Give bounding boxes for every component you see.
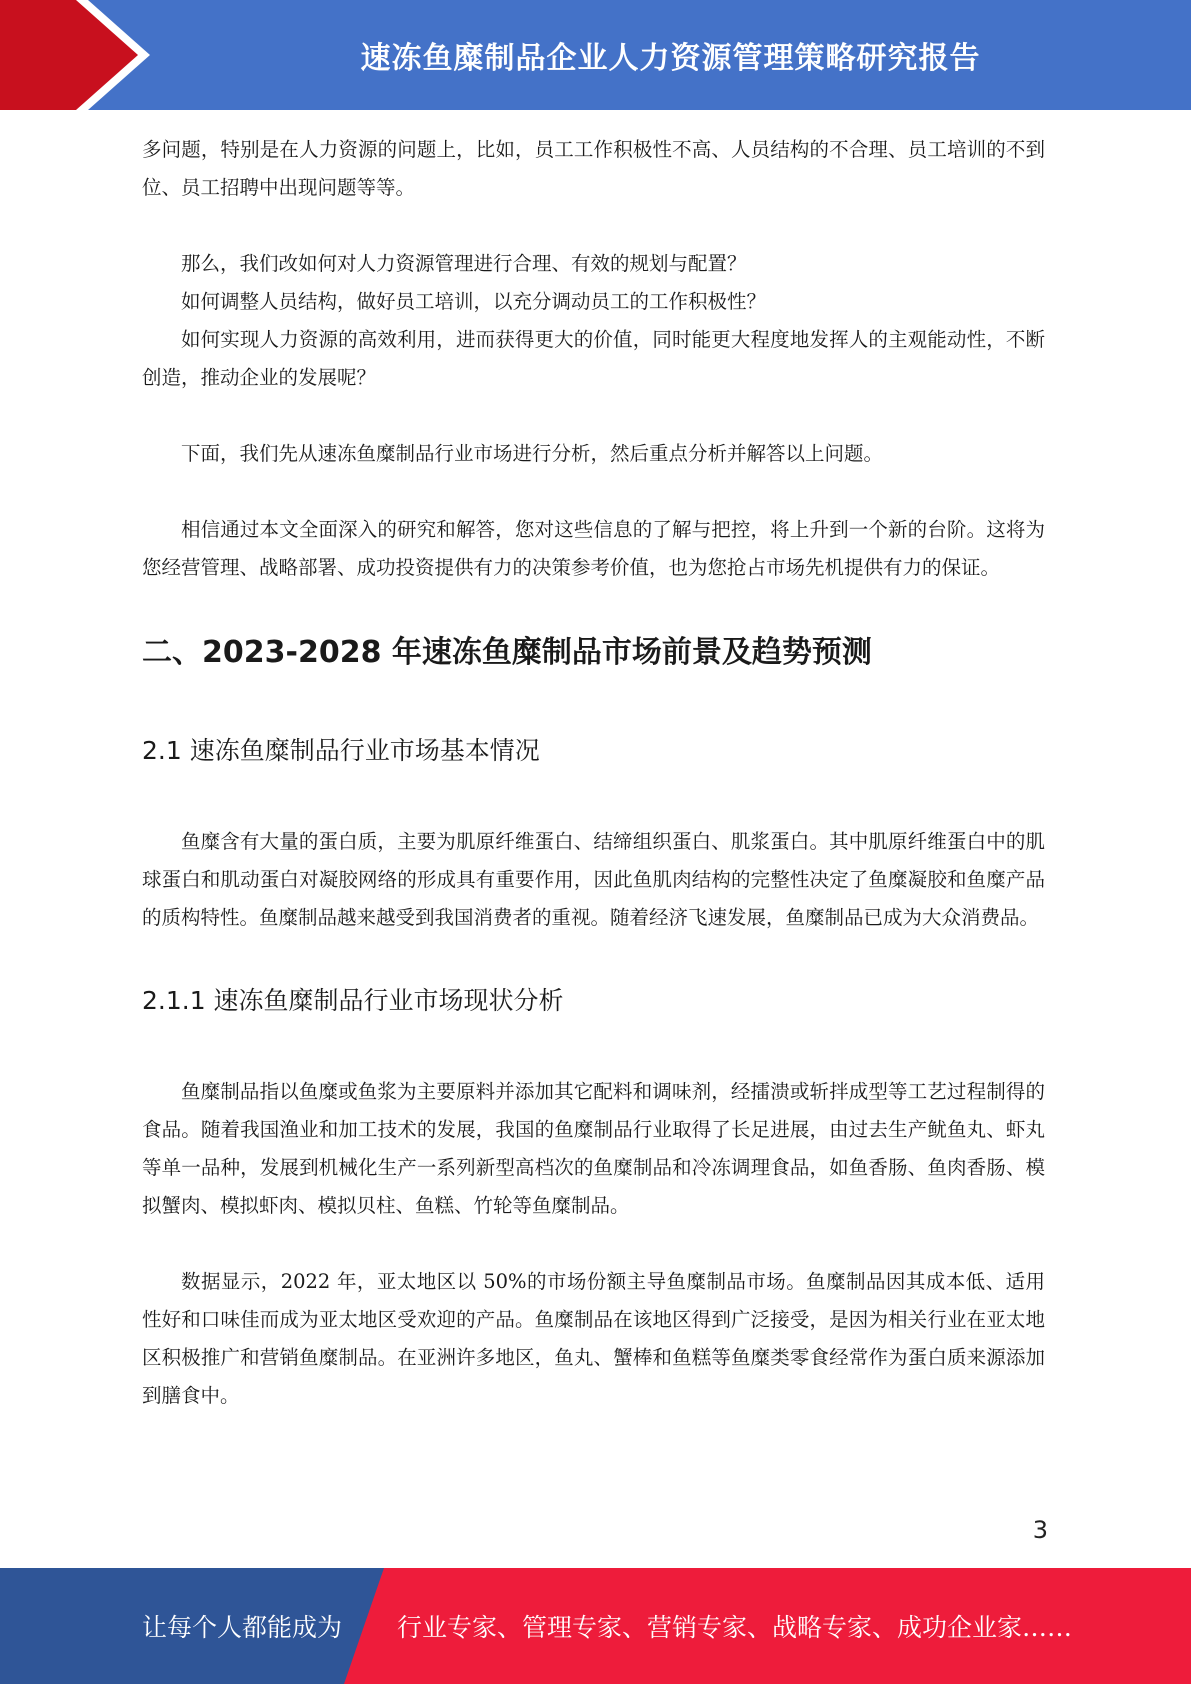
page-header <box>0 0 1191 110</box>
page-number: 3 <box>1032 1516 1048 1544</box>
footer-slogan-right: 行业专家、管理专家、营销专家、战略专家、成功企业家…… <box>397 1613 1073 1642</box>
paragraph-intro-analysis: 下面，我们先从速冻鱼糜制品行业市场进行分析，然后重点分析并解答以上问题。 <box>181 442 884 465</box>
subsection-heading-2-1: 2.1 速冻鱼糜制品行业市场基本情况 <box>142 736 540 765</box>
section-heading-2: 二、2023-2028 年速冻鱼糜制品市场前景及趋势预测 <box>142 635 872 670</box>
page-content <box>142 131 1045 1415</box>
paragraph-question-1: 那么，我们改如何对人力资源管理进行合理、有效的规划与配置？ <box>181 252 747 275</box>
paragraph-question-3: 如何实现人力资源的高效利用，进而获得更大的价值，同时能更大程度地发挥人的主观能动性，不断创造，推动企业的发展呢？ <box>142 328 1045 389</box>
paragraph-market-status: 鱼糜制品指以鱼糜或鱼浆为主要原料并添加其它配料和调味剂，经擂溃或斩拌成型等工艺过程制得的食品。随着我国渔业和加工技术的发展，我国的鱼糜制品行业取得了长足进展，由过去生产鱿鱼丸、虾丸等单一品种，发展到机械化生产一系列新型高档次的鱼糜制品和冷冻调理食品，如鱼香肠、鱼肉香肠、模拟蟹肉、模拟虾肉、模拟贝柱、鱼糕、竹轮等鱼糜制品。 <box>142 1080 1045 1217</box>
footer-slogan-left: 让每个人都能成为 <box>142 1613 343 1642</box>
paragraph-asia-pacific-data: 数据显示，2022 年，亚太地区以 50%的市场份额主导鱼糜制品市场。鱼糜制品因其成本低、适用性好和口味佳而成为亚太地区受欢迎的产品。鱼糜制品在该地区得到广泛接受，是因为相关行业在亚太地区积极推广和营销鱼糜制品。在亚洲许多地区，鱼丸、蟹棒和鱼糕等鱼糜类零食经常作为蛋白质来源添加到膳食中。 <box>142 1270 1045 1407</box>
paragraph-fish-paste-protein: 鱼糜含有大量的蛋白质，主要为肌原纤维蛋白、结缔组织蛋白、肌浆蛋白。其中肌原纤维蛋白中的肌球蛋白和肌动蛋白对凝胶网络的形成具有重要作用，因此鱼肌肉结构的完整性决定了鱼糜凝胶和鱼糜产品的质构特性。鱼糜制品越来越受到我国消费者的重视。随着经济飞速发展，鱼糜制品已成为大众消费品。 <box>142 830 1045 929</box>
subsection-heading-2-1-1: 2.1.1 速冻鱼糜制品行业市场现状分析 <box>142 986 564 1015</box>
page-footer <box>0 1568 1191 1684</box>
paragraph-value-statement: 相信通过本文全面深入的研究和解答，您对这些信息的了解与把控，将上升到一个新的台阶。这将为您经营管理、战略部署、成功投资提供有力的决策参考价值，也为您抢占市场先机提供有力的保证。 <box>142 518 1045 579</box>
header-title: 速冻鱼糜制品企业人力资源管理策略研究报告 <box>360 41 981 76</box>
paragraph-question-2: 如何调整人员结构，做好员工培训，以充分调动员工的工作积极性？ <box>181 290 767 313</box>
paragraph-continued: 多问题，特别是在人力资源的问题上，比如，员工工作积极性不高、人员结构的不合理、员工培训的不到位、员工招聘中出现问题等等。 <box>142 138 1045 199</box>
